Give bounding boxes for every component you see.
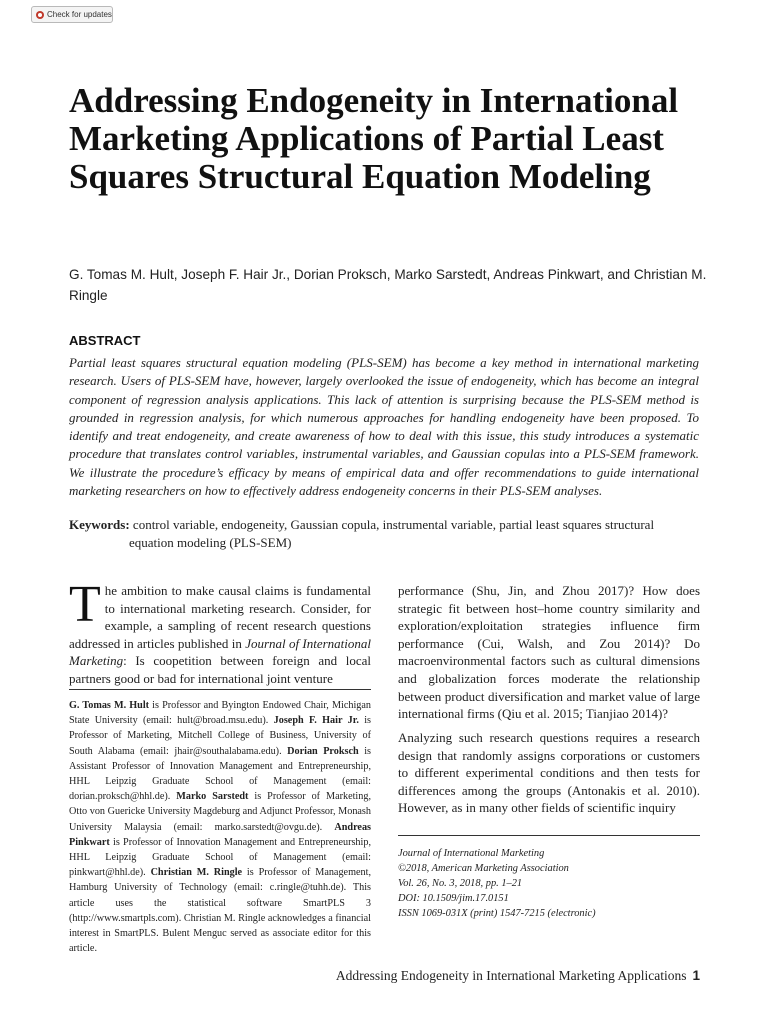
author-note-name: Joseph F. Hair Jr. (273, 715, 359, 727)
journal-copyright: ©2018, American Marketing Association (398, 863, 569, 874)
author-note-text: is Professor of Marketing, Mitchell College of Business, University of South Alabama (email: jhair@southalabama.edu). (69, 715, 371, 757)
author-note-name: Dorian Proksch (287, 745, 359, 757)
intro-text-b: : Is coopetition between foreign and local partners good or bad for international joint venture (69, 653, 371, 686)
author-note-text: is Professor of Marketing, Otto von Guericke University Magdeburg and Adjunct Professor, Monash University Malaysia (email: marko.sarstedt@ovgu.de). (69, 791, 372, 833)
paper-title: Addressing Endogeneity in International Marketing Applications of Partial Least Squares Structural Equation Modeling (69, 81, 679, 196)
intro-journal-name: Journal of International Marketing (69, 635, 371, 669)
keywords (69, 516, 699, 552)
body-paragraph-2: Analyzing such research questions requires a research design that randomly assigns corporations or customers to different experimental conditions and then tests for differences among the groups (Antonakis et al. 2010). However, as in many other fields of scientific inquiry (398, 730, 700, 816)
check-for-updates-badge[interactable] (31, 6, 113, 23)
author-note-text: is Professor and Byington Endowed Chair, Michigan State University (email: hult@broad.msu.edu). (69, 700, 372, 727)
author-notes (69, 698, 371, 956)
journal-doi: DOI: 10.1509/jim.17.0151 (398, 893, 509, 904)
page-number: 1 (692, 968, 700, 983)
author-note-text: is Professor of Management, Hamburg University of Technology (email: c.ringle@tuhh.de). This article uses the statistical software SmartPLS 3 (http://www.smartpls.com). Christian M. Ringle acknowledges a financial interest in SmartPLS. Bulent Menguc served as associate editor for this article. (69, 867, 371, 955)
author-note-name: G. Tomas M. Hult (69, 700, 150, 711)
abstract-text: Partial least squares structural equation modeling (PLS-SEM) has become a key method in international marketing research. Users of PLS-SEM have, however, largely overlooked the issue of endogeneity, which has become an integral component of regression analysis applications. This lack of attention is surprising because the PLS-SEM method is grounded in regression analysis, for which numerous approaches for handling endogeneity have been proposed. To identify and treat endogeneity, and create awareness of how to deal with this issue, this study introduces a systematic procedure that translates control variables, instrumental variables, and Gaussian copulas into a PLS-SEM framework. We illustrate the procedure’s efficacy by means of empirical data and offer recommendations to guide international marketing researchers on how to effectively address endogeneity concerns in their PLS-SEM analyses. (69, 355, 699, 499)
author-list: G. Tomas M. Hult, Joseph F. Hair Jr., Dorian Proksch, Marko Sarstedt, Andreas Pinkwart, and Christian M. Ringle (69, 267, 707, 303)
body-paragraph-1: performance (Shu, Jin, and Zhou 2017)? How does strategic fit between host–home country similarity and exploration/exploitation strategies influence firm performance (Cui, Walsh, and Zou 2014)? Do macroenvironmental factors such as cultural dimensions and globalization forces moderate the relationship between product diversification and market value of large international firms (Qiu et al. 2015; Tianjiao 2014)? (398, 583, 700, 722)
keywords-text: control variable, endogeneity, Gaussian copula, instrumental variable, partial least squares structural equation modeling (PLS-SEM) (129, 517, 655, 550)
keywords-label: Keywords: (69, 517, 130, 532)
intro-text-a: he ambition to make causal claims is fundamental to international marketing research. Consider, for example, a sampling of recent research questions addressed in articles published in (69, 583, 371, 651)
journal-volume: Vol. 26, No. 3, 2018, pp. 1–21 (398, 878, 523, 889)
abstract-heading: ABSTRACT (69, 333, 141, 348)
check-updates-icon (36, 11, 44, 19)
author-note-text: is Assistant Professor of Innovation Management and Entrepreneurship, HHL Leipzig Graduate School of Management (email: dorian.proksch@hhl.de). (69, 745, 371, 803)
check-for-updates-label: Check for updates (47, 10, 112, 19)
author-note-name: Marko Sarstedt (176, 791, 249, 803)
running-footer (336, 968, 700, 984)
intro-paragraph (69, 576, 371, 688)
running-title: Addressing Endogeneity in International Marketing Applications (335, 968, 687, 983)
author-note-text: is Professor of Innovation Management and Entrepreneurship, HHL Leipzig Graduate School of Management (email: pinkwart@hhl.de). (69, 836, 371, 879)
footnote-divider (69, 689, 371, 690)
journal-issn: ISSN 1069-031X (print) 1547-7215 (electronic) (398, 908, 596, 919)
journal-name: Journal of International Marketing (398, 848, 545, 859)
author-note-name: Andreas Pinkwart (69, 821, 371, 848)
author-note-name: Christian M. Ringle (150, 867, 243, 879)
journal-info-divider (398, 835, 700, 836)
drop-cap: T (69, 576, 101, 633)
journal-info (398, 846, 700, 921)
